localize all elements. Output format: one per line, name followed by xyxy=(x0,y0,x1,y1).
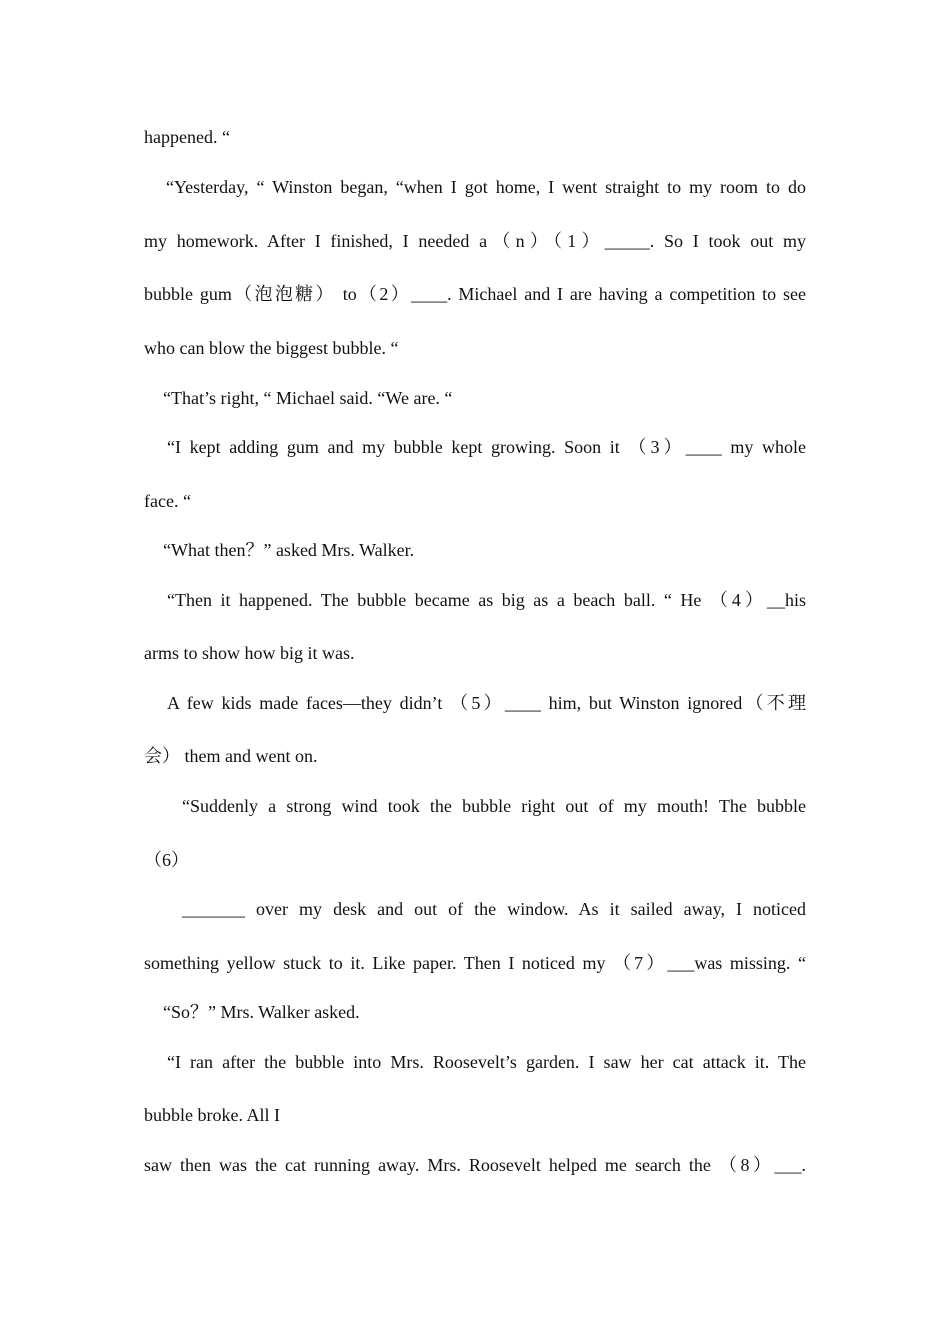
text-line: my homework. After I finished, I needed a（n）（1）_____. So I took out my xyxy=(144,231,806,251)
text-line: “Yesterday, “ Winston began, “when I got home, I went straight to my room to do xyxy=(166,177,806,197)
text-line: “So？” Mrs. Walker asked. xyxy=(163,1002,360,1022)
text-line: “I ran after the bubble into Mrs. Roosevelt’s garden. I saw her cat attack it. The xyxy=(167,1052,806,1072)
text-line: 会） them and went on. xyxy=(144,746,318,766)
text-line: happened. “ xyxy=(144,127,230,147)
text-line: _______ over my desk and out of the window. As it sailed away, I noticed xyxy=(182,899,806,919)
text-line: something yellow stuck to it. Like paper. Then I noticed my （7）___was missing. “ xyxy=(144,953,806,973)
text-line: （6） xyxy=(144,850,189,870)
text-line: “Suddenly a strong wind took the bubble right out of my mouth! The bubble xyxy=(182,796,806,816)
text-line: arms to show how big it was. xyxy=(144,643,355,663)
text-line: saw then was the cat running away. Mrs. Roosevelt helped me search the （8）___. xyxy=(144,1155,806,1175)
text-line: “Then it happened. The bubble became as big as a beach ball. “ He （4）__his xyxy=(167,590,806,610)
text-line: bubble gum（泡泡糖） to（2）____. Michael and I are having a competition to see xyxy=(144,284,806,304)
text-line: “What then？” asked Mrs. Walker. xyxy=(163,540,415,560)
text-line: “I kept adding gum and my bubble kept growing. Soon it （3）____ my whole xyxy=(167,437,806,457)
text-line: A few kids made faces—they didn’t （5）____ him, but Winston ignored（不理 xyxy=(167,693,806,713)
text-line: “That’s right, “ Michael said. “We are. “ xyxy=(163,388,453,408)
text-line: who can blow the biggest bubble. “ xyxy=(144,338,399,358)
text-line: face. “ xyxy=(144,491,191,511)
text-line: bubble broke. All I xyxy=(144,1105,280,1125)
